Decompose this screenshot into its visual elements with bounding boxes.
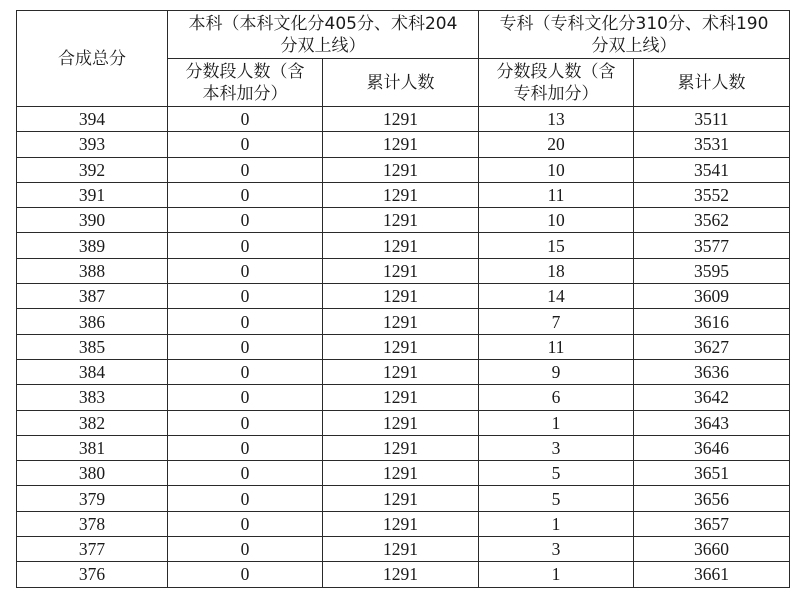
junior-cumulative-cell: 3627 bbox=[634, 334, 790, 359]
junior-segment-cell: 5 bbox=[479, 486, 634, 511]
table-row bbox=[17, 435, 790, 460]
junior-segment-cell: 3 bbox=[479, 435, 634, 460]
junior-cumulative-cell: 3660 bbox=[634, 537, 790, 562]
junior-cumulative-cell: 3616 bbox=[634, 309, 790, 334]
junior-segment-cell: 18 bbox=[479, 258, 634, 283]
junior-cumulative-cell: 3552 bbox=[634, 182, 790, 207]
header-undergrad-group bbox=[168, 11, 479, 59]
junior-cumulative-cell: 3643 bbox=[634, 410, 790, 435]
table-row bbox=[17, 385, 790, 410]
header-undergrad-segment-line2: 本科加分） bbox=[202, 83, 288, 104]
score-distribution-sheet bbox=[16, 10, 789, 606]
undergrad-segment-cell: 0 bbox=[168, 258, 323, 283]
undergrad-segment-cell: 0 bbox=[168, 562, 323, 587]
undergrad-cumulative-cell: 1291 bbox=[323, 511, 479, 536]
score-cell: 376 bbox=[17, 562, 168, 587]
header-total-score: 合成总分 bbox=[17, 11, 168, 107]
header-undergrad-segment bbox=[168, 59, 323, 107]
table-row bbox=[17, 182, 790, 207]
table-row bbox=[17, 537, 790, 562]
junior-segment-cell: 20 bbox=[479, 132, 634, 157]
header-junior-segment bbox=[479, 59, 634, 107]
score-cell: 391 bbox=[17, 182, 168, 207]
header-row-groups bbox=[17, 11, 790, 59]
undergrad-cumulative-cell: 1291 bbox=[323, 208, 479, 233]
table-row bbox=[17, 157, 790, 182]
undergrad-segment-cell: 0 bbox=[168, 132, 323, 157]
undergrad-cumulative-cell: 1291 bbox=[323, 410, 479, 435]
header-junior-segment-line1: 分数段人数（含 bbox=[496, 61, 616, 82]
score-cell: 386 bbox=[17, 309, 168, 334]
score-cell: 377 bbox=[17, 537, 168, 562]
header-undergrad-line1: 本科（本科文化分405分、术科204 bbox=[188, 13, 458, 34]
junior-segment-cell: 9 bbox=[479, 359, 634, 384]
table-row bbox=[17, 208, 790, 233]
undergrad-cumulative-cell: 1291 bbox=[323, 284, 479, 309]
junior-cumulative-cell: 3646 bbox=[634, 435, 790, 460]
table-row bbox=[17, 258, 790, 283]
junior-cumulative-cell: 3531 bbox=[634, 132, 790, 157]
undergrad-segment-cell: 0 bbox=[168, 182, 323, 207]
header-junior-segment-line2: 专科加分） bbox=[513, 83, 599, 104]
junior-cumulative-cell: 3657 bbox=[634, 511, 790, 536]
header-junior-cumulative: 累计人数 bbox=[634, 59, 790, 107]
undergrad-cumulative-cell: 1291 bbox=[323, 562, 479, 587]
junior-segment-cell: 5 bbox=[479, 461, 634, 486]
score-cell: 384 bbox=[17, 359, 168, 384]
undergrad-cumulative-cell: 1291 bbox=[323, 157, 479, 182]
junior-cumulative-cell: 3511 bbox=[634, 107, 790, 132]
junior-cumulative-cell: 3562 bbox=[634, 208, 790, 233]
junior-segment-cell: 11 bbox=[479, 182, 634, 207]
undergrad-cumulative-cell: 1291 bbox=[323, 258, 479, 283]
undergrad-segment-cell: 0 bbox=[168, 208, 323, 233]
junior-cumulative-cell: 3651 bbox=[634, 461, 790, 486]
undergrad-segment-cell: 0 bbox=[168, 435, 323, 460]
junior-segment-cell: 1 bbox=[479, 562, 634, 587]
undergrad-segment-cell: 0 bbox=[168, 359, 323, 384]
undergrad-cumulative-cell: 1291 bbox=[323, 309, 479, 334]
score-cell: 378 bbox=[17, 511, 168, 536]
undergrad-segment-cell: 0 bbox=[168, 233, 323, 258]
score-cell: 389 bbox=[17, 233, 168, 258]
score-cell: 383 bbox=[17, 385, 168, 410]
undergrad-cumulative-cell: 1291 bbox=[323, 359, 479, 384]
junior-cumulative-cell: 3577 bbox=[634, 233, 790, 258]
undergrad-segment-cell: 0 bbox=[168, 107, 323, 132]
score-cell: 385 bbox=[17, 334, 168, 359]
undergrad-segment-cell: 0 bbox=[168, 157, 323, 182]
header-undergrad-segment-line1: 分数段人数（含 bbox=[185, 61, 305, 82]
header-undergrad-cumulative: 累计人数 bbox=[323, 59, 479, 107]
junior-cumulative-cell: 3609 bbox=[634, 284, 790, 309]
table-row bbox=[17, 334, 790, 359]
header-junior-line2: 分双上线） bbox=[591, 35, 677, 56]
undergrad-cumulative-cell: 1291 bbox=[323, 233, 479, 258]
table-row bbox=[17, 562, 790, 587]
undergrad-cumulative-cell: 1291 bbox=[323, 182, 479, 207]
undergrad-cumulative-cell: 1291 bbox=[323, 486, 479, 511]
table-row bbox=[17, 132, 790, 157]
junior-segment-cell: 6 bbox=[479, 385, 634, 410]
undergrad-cumulative-cell: 1291 bbox=[323, 385, 479, 410]
header-junior-line1: 专科（专科文化分310分、术科190 bbox=[499, 13, 769, 34]
undergrad-segment-cell: 0 bbox=[168, 309, 323, 334]
table-row bbox=[17, 511, 790, 536]
undergrad-segment-cell: 0 bbox=[168, 410, 323, 435]
undergrad-cumulative-cell: 1291 bbox=[323, 107, 479, 132]
junior-cumulative-cell: 3642 bbox=[634, 385, 790, 410]
table-row bbox=[17, 233, 790, 258]
junior-segment-cell: 11 bbox=[479, 334, 634, 359]
junior-segment-cell: 10 bbox=[479, 157, 634, 182]
table-row bbox=[17, 359, 790, 384]
junior-cumulative-cell: 3636 bbox=[634, 359, 790, 384]
header-undergrad-line2: 分双上线） bbox=[280, 35, 366, 56]
table-row bbox=[17, 410, 790, 435]
junior-cumulative-cell: 3661 bbox=[634, 562, 790, 587]
junior-segment-cell: 1 bbox=[479, 410, 634, 435]
undergrad-segment-cell: 0 bbox=[168, 486, 323, 511]
score-cell: 381 bbox=[17, 435, 168, 460]
score-cell: 382 bbox=[17, 410, 168, 435]
table-row bbox=[17, 284, 790, 309]
junior-segment-cell: 14 bbox=[479, 284, 634, 309]
undergrad-segment-cell: 0 bbox=[168, 334, 323, 359]
score-cell: 379 bbox=[17, 486, 168, 511]
undergrad-segment-cell: 0 bbox=[168, 511, 323, 536]
table-row bbox=[17, 309, 790, 334]
score-cell: 393 bbox=[17, 132, 168, 157]
score-cell: 380 bbox=[17, 461, 168, 486]
junior-segment-cell: 13 bbox=[479, 107, 634, 132]
score-distribution-table bbox=[16, 10, 790, 588]
score-cell: 392 bbox=[17, 157, 168, 182]
undergrad-cumulative-cell: 1291 bbox=[323, 334, 479, 359]
junior-segment-cell: 10 bbox=[479, 208, 634, 233]
table-header bbox=[17, 11, 790, 107]
undergrad-segment-cell: 0 bbox=[168, 537, 323, 562]
undergrad-segment-cell: 0 bbox=[168, 461, 323, 486]
score-cell: 387 bbox=[17, 284, 168, 309]
score-cell: 390 bbox=[17, 208, 168, 233]
junior-segment-cell: 3 bbox=[479, 537, 634, 562]
junior-segment-cell: 1 bbox=[479, 511, 634, 536]
table-row bbox=[17, 461, 790, 486]
score-cell: 394 bbox=[17, 107, 168, 132]
score-cell: 388 bbox=[17, 258, 168, 283]
junior-cumulative-cell: 3656 bbox=[634, 486, 790, 511]
undergrad-cumulative-cell: 1291 bbox=[323, 435, 479, 460]
junior-segment-cell: 15 bbox=[479, 233, 634, 258]
table-body bbox=[17, 107, 790, 588]
table-row bbox=[17, 486, 790, 511]
junior-cumulative-cell: 3541 bbox=[634, 157, 790, 182]
undergrad-cumulative-cell: 1291 bbox=[323, 132, 479, 157]
undergrad-cumulative-cell: 1291 bbox=[323, 537, 479, 562]
junior-segment-cell: 7 bbox=[479, 309, 634, 334]
undergrad-segment-cell: 0 bbox=[168, 284, 323, 309]
table-row bbox=[17, 107, 790, 132]
header-junior-group bbox=[479, 11, 790, 59]
junior-cumulative-cell: 3595 bbox=[634, 258, 790, 283]
undergrad-cumulative-cell: 1291 bbox=[323, 461, 479, 486]
undergrad-segment-cell: 0 bbox=[168, 385, 323, 410]
